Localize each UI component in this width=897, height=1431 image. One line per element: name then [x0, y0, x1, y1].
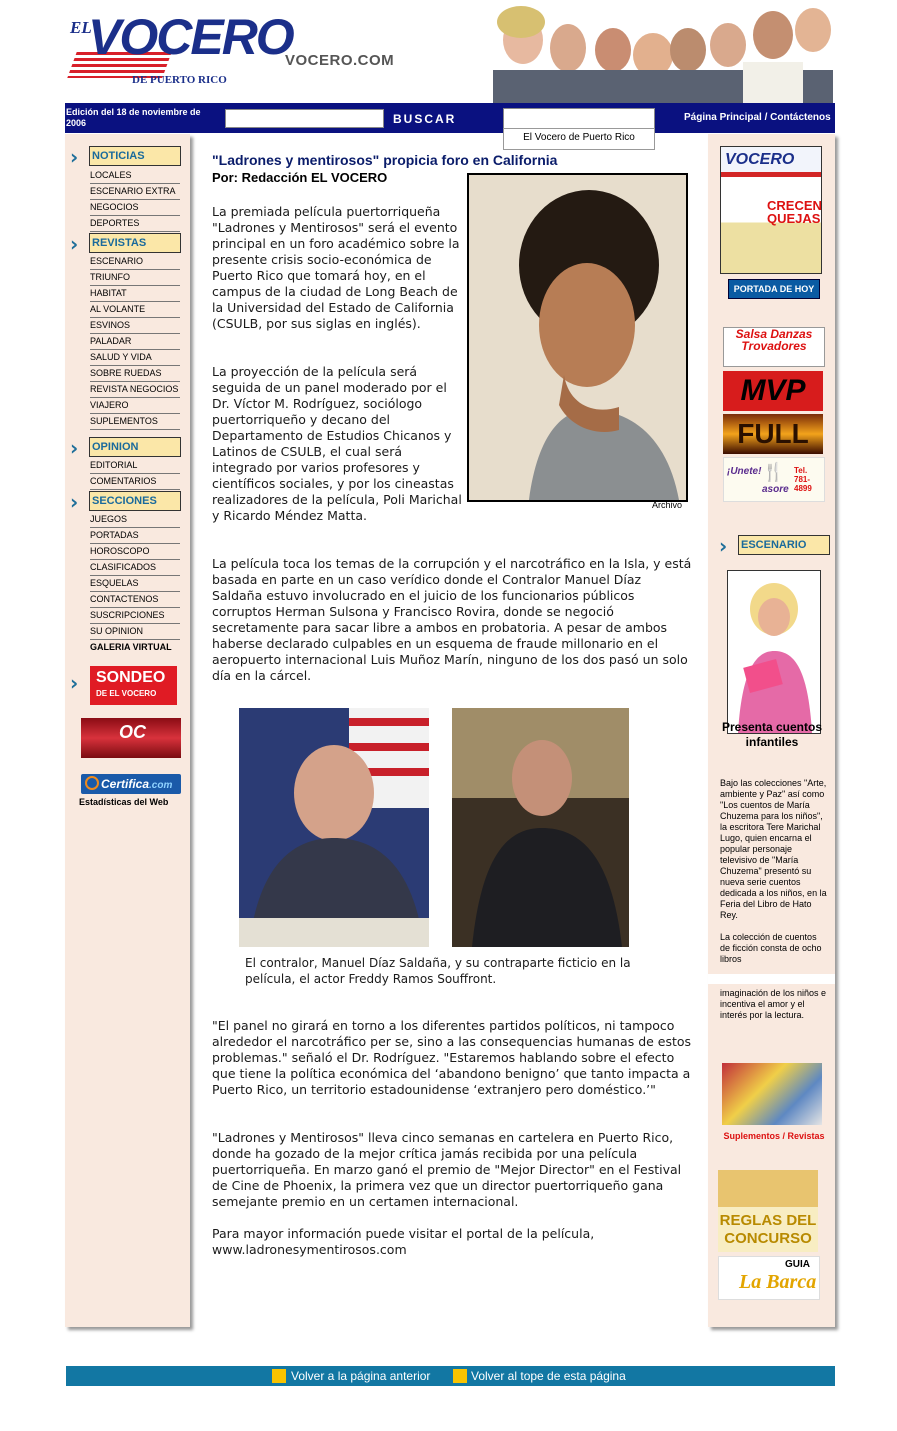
section-header-noticias[interactable]: › NOTICIAS: [67, 146, 182, 168]
article-title: "Ladrones y mentirosos" propicia foro en California: [212, 152, 558, 168]
article-paragraph-4: "El panel no girará en torno a los diferentes partidos políticos, ni tampoco alrededor el narcotráfico per se, sino a las consequencias humanas de estos problemas." señaló el Dr. Rodríguez. "Estaremos hablando sobre el efecto que tiene la política económica del ‘abandono benigno’ que tanto impacta a Puerto Rico, un territorio estadounidense ‘extranjero pero doméstico.’": [212, 1018, 692, 1097]
certifica-icon: [85, 776, 99, 790]
asore-tel: Tel. 781-4899: [794, 466, 812, 493]
contralor-photo: [239, 708, 429, 947]
front-page-thumbnail[interactable]: [720, 146, 822, 274]
search-input[interactable]: [225, 109, 384, 128]
logo-el: EL: [70, 18, 92, 37]
certifica-name: Certifica: [101, 777, 150, 791]
escenario-text-part2: La colección de cuentos de ficción consta de ocho libros: [720, 932, 822, 964]
nav-item-clasificados[interactable]: CLASIFICADOS: [90, 560, 180, 576]
escenario-text: [720, 778, 828, 965]
nav-item-paladar[interactable]: PALADAR: [90, 334, 180, 350]
article-byline: Por: Redacción EL VOCERO: [212, 170, 388, 185]
article-paragraph-6: Para mayor información puede visitar el portal de la película, www.ladronesymentirosos.com: [212, 1226, 595, 1257]
la-barca-ad[interactable]: [718, 1256, 820, 1300]
article-paragraph-1: La premiada película puertorriqueña "Ladrones y Mentirosos" será el evento principal en un foro académico sobre la presente crisis socio-económica de Puerto Rico que tomará hoy, en el campus de la ciudad de Long Beach de la Universidad del Estado de California (CSULB, por sus siglas en inglés).: [212, 204, 460, 331]
nav-item-suscripciones[interactable]: SUSCRIPCIONES: [90, 608, 180, 624]
fork-knife-icon: 🍴: [762, 462, 785, 483]
photos-caption: El contralor, Manuel Díaz Saldaña, y su contraparte ficticio en la película, el actor Freddy Ramos Souffront.: [245, 956, 631, 986]
certifica-suffix: .com: [149, 780, 173, 791]
chevron-right-icon: ›: [70, 671, 79, 695]
stats-label[interactable]: Estadísticas del Web: [79, 797, 169, 807]
sondeo-title: SONDEO: [96, 669, 166, 686]
site-select[interactable]: [503, 108, 655, 130]
certifica-logo[interactable]: [81, 774, 181, 794]
section-header-secciones[interactable]: › SECCIONES: [67, 491, 182, 513]
salsa-ad[interactable]: Salsa Danzas Trovadores: [723, 327, 825, 367]
chevron-right-icon: ›: [70, 232, 79, 256]
chevron-right-icon: ›: [70, 490, 79, 514]
nav-item-viajero[interactable]: VIAJERO: [90, 398, 180, 414]
logo-vocero: VOCERO: [88, 9, 293, 65]
site-logo[interactable]: [70, 8, 293, 94]
back-to-top-link[interactable]: Volver al tope de esta página: [471, 1369, 626, 1383]
nav-item-negocios[interactable]: NEGOCIOS: [90, 200, 180, 216]
sidebar-gap: [708, 974, 835, 984]
logo-subtitle: DE PUERTO RICO: [132, 74, 227, 86]
cover-headline: CRECEN QUEJAS: [767, 198, 822, 226]
back-link[interactable]: Volver a la página anterior: [291, 1369, 431, 1383]
nav-item-portadas[interactable]: PORTADAS: [90, 528, 180, 544]
actor-photo: [452, 708, 629, 947]
sondeo-subtitle: DE EL VOCERO: [96, 689, 157, 698]
chevron-right-icon: ›: [70, 145, 79, 169]
portada-de-hoy-button[interactable]: PORTADA DE HOY: [728, 279, 820, 299]
nav-item-horoscopo[interactable]: HOROSCOPO: [90, 544, 180, 560]
nav-item-sobre-ruedas[interactable]: SOBRE RUEDAS: [90, 366, 180, 382]
suplementos-link[interactable]: Suplementos / Revistas: [723, 1131, 825, 1141]
site-name: VOCERO.COM: [285, 52, 395, 69]
chevron-right-icon: ›: [70, 436, 79, 460]
mvp-ad[interactable]: MVP: [723, 371, 823, 411]
nav-item-al-volante[interactable]: AL VOLANTE: [90, 302, 180, 318]
escenario-title[interactable]: Presenta cuentos infantiles: [721, 720, 823, 749]
theater-ad-logo: OC: [119, 722, 146, 742]
section-header-revistas[interactable]: › REVISTAS: [67, 233, 182, 255]
asore-unete: ¡Unete!: [727, 466, 762, 477]
section-header-escenario[interactable]: › ESCENARIO: [716, 535, 831, 557]
square-bullet-icon: [453, 1369, 467, 1383]
sondeo-banner[interactable]: [90, 666, 177, 705]
nav-item-deportes[interactable]: DEPORTES: [90, 216, 180, 232]
article-paragraph-2: La proyección de la película será seguida de un panel moderado por el Dr. Víctor M. Rodríguez, sociólogo puertorriqueño y decano del Departamento de Estudios Chicanos y Latinos de CSULB, el cual será integrado por varios profesores y científicos sociales, y por los cineastas realizadores de la película, Poli Marichal y Ricardo Méndez Matta.: [212, 364, 462, 523]
section-header-opinion[interactable]: › OPINION: [67, 437, 182, 459]
reglas-concurso-ad[interactable]: [718, 1170, 818, 1252]
nav-item-editorial[interactable]: EDITORIAL: [90, 458, 180, 474]
search-button[interactable]: BUSCAR: [393, 112, 457, 126]
article-paragraph-5: "Ladrones y Mentirosos" lleva cinco semanas en cartelera en Puerto Rico, donde ha gozado de la mejor crítica jamás recibida por una película puertorriqueña. En marzo ganó el premio de "Mejor Director" en el Festival de Cine de Phoenix, la primera vez que un director puertorriqueño gana semejante premio en un certamen internacional.: [212, 1130, 682, 1209]
top-links[interactable]: Página Principal / Contáctenos: [684, 112, 831, 123]
nav-item-esvinos[interactable]: ESVINOS: [90, 318, 180, 334]
edition-date: Edición del 18 de noviembre de 2006: [66, 107, 201, 128]
main-photo-caption: Archivo: [652, 500, 683, 510]
header-celebrities-image: [473, 0, 835, 104]
reglas-text: REGLAS DEL CONCURSO: [719, 1212, 817, 1247]
nav-item-escenario[interactable]: ESCENARIO: [90, 254, 180, 270]
asore-name: asore: [762, 484, 789, 495]
nav-item-salud-y-vida[interactable]: SALUD Y VIDA: [90, 350, 180, 366]
site-select-option[interactable]: El Vocero de Puerto Rico: [503, 128, 655, 150]
main-article-photo: [467, 173, 688, 502]
full-ad[interactable]: FULL: [723, 414, 823, 454]
nav-item-locales[interactable]: LOCALES: [90, 168, 180, 184]
nav-item-triunfo[interactable]: TRIUNFO: [90, 270, 180, 286]
nav-item-juegos[interactable]: JUEGOS: [90, 512, 180, 528]
nav-item-suplementos[interactable]: SUPLEMENTOS: [90, 414, 180, 430]
barca-guia: GUIA: [785, 1259, 810, 1270]
nav-item-esquelas[interactable]: ESQUELAS: [90, 576, 180, 592]
cover-logo: VOCERO: [725, 151, 795, 168]
barca-name: La Barca: [739, 1271, 817, 1293]
theater-ad-banner[interactable]: [81, 718, 181, 758]
nav-item-galeria-virtual[interactable]: GALERIA VIRTUAL: [90, 642, 172, 652]
escenario-text-continued: imaginación de los niños e incentiva el amor y el interés por la lectura.: [720, 988, 827, 1020]
footer-bar: [66, 1366, 835, 1386]
nav-item-habitat[interactable]: HABITAT: [90, 286, 180, 302]
square-bullet-icon: [272, 1369, 286, 1383]
nav-item-contactenos[interactable]: CONTACTENOS: [90, 592, 180, 608]
escenario-text-part1: Bajo las colecciones "Arte, ambiente y Paz" así como "Los cuentos de María Chuzema para los niños", la escritora Tere Marichal Lugo, quien encarna el popular personaje televisivo de "María Chuzema" presentó su nueva serie cuentos dedicada a los niños, en la Feria del Libro de Hato Rey.: [720, 778, 827, 920]
nav-item-comentarios[interactable]: COMENTARIOS: [90, 474, 180, 490]
chevron-right-icon: ›: [719, 534, 728, 558]
asore-ad[interactable]: [723, 457, 825, 502]
suplementos-thumbnail[interactable]: [722, 1063, 822, 1125]
article-paragraph-3: La película toca los temas de la corrupción y el narcotráfico en la Isla, y está basada en parte en un caso verídico donde el Contralor Manuel Díaz Saldaña estuvo involucrado en el juicio de los funcionarios públicos corruptos Herman Sulsona y Francisco Rovira, donde se negoció secretamente para sacar libre a ambos en probatoria. A pesar de ambos haberse declarado culpables en un esquema de fraude millonario en el aeropuerto internacional Luis Muñoz Marín, ninguno de los dos pasó un solo día en la cárcel.: [212, 556, 692, 683]
nav-item-escenario-extra[interactable]: ESCENARIO EXTRA: [90, 184, 180, 200]
nav-item-revista-negocios[interactable]: REVISTA NEGOCIOS: [90, 382, 180, 398]
nav-item-su-opinion[interactable]: SU OPINION: [90, 624, 180, 640]
escenario-photo[interactable]: [727, 570, 821, 734]
